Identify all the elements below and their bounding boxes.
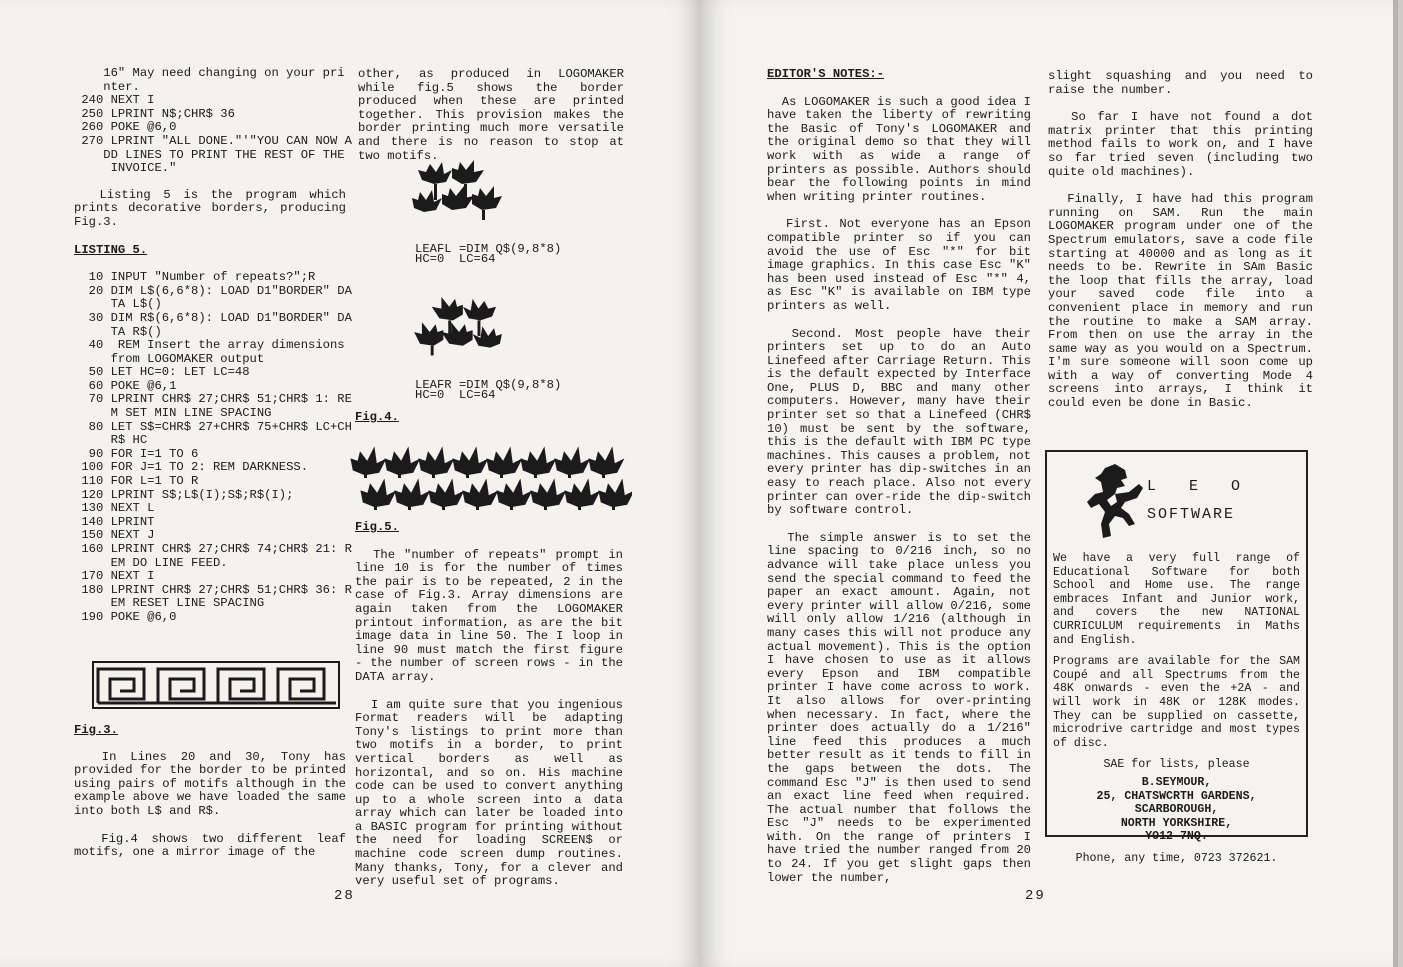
code-line: DD LINES TO PRINT THE REST OF THE xyxy=(74,147,345,162)
leaf-icon xyxy=(554,446,590,475)
ingenious-paragraph: I am quite sure that you ingenious Format readers will be adapting Tony's listings to print more than two motifs in a border, to print vertical borders as well as horizontal, and so on. His machine code can be used to convert anything up to a whole screen into a data array which can later be loaded into a BASIC program for printing without the need for loading SCREEN$ or machine code screen dump routines. Many thanks, Tony, for a clever and very useful set of programs. xyxy=(355,697,631,889)
leo-software-advert xyxy=(1045,450,1308,865)
leaf-icon xyxy=(428,478,464,507)
leaf-stem xyxy=(476,502,479,510)
col2-para-1: slight squashing and you need to raise the number. xyxy=(1048,69,1321,97)
leaf-icon xyxy=(598,478,632,507)
leaf-icon xyxy=(418,446,454,475)
advert-para-2: Programs are available for the SAM Coupé and all Spectrums from the 48K onwards - even the +2A - and will work in 48K or 128K modes. They can be supplied on cassette, microdrive cartridge and most types of disc. xyxy=(1053,655,1300,750)
advert-body xyxy=(1053,552,1300,865)
code-line: 30 DIM R$(6,6*8): LOAD D1"BORDER" DA xyxy=(74,310,352,325)
code-line: 20 DIM L$(6,6*8): LOAD D1"BORDER" DA xyxy=(74,283,352,298)
advert-sae: SAE for lists, please xyxy=(1103,758,1250,772)
leaf-icon xyxy=(564,478,600,507)
intro-paragraph: Listing 5 is the program which prints decorative borders, producing Fig.3. xyxy=(74,187,354,229)
leaf-stem xyxy=(578,502,581,510)
code-line: 16" May need changing on your pri xyxy=(74,66,345,80)
leaf-icon xyxy=(588,446,624,475)
fig5-caption: Fig.5. xyxy=(355,520,399,534)
editors-notes-heading: EDITOR'S NOTES:- xyxy=(767,67,885,81)
leaf-stem xyxy=(544,502,547,510)
leaf-icon xyxy=(360,478,396,507)
leaf-stem xyxy=(408,502,411,510)
address-line: B.SEYMOUR, xyxy=(1141,775,1212,789)
editors-para-2: First. Not everyone has an Epson compatible printer so if you can avoid the use of Esc "*" for bit image graphics. In this case Esc "K" has been used instead of Esc "*" 4, as Esc "K" is available on IBM type printers as well. xyxy=(767,217,1039,313)
left-column-2-bottom xyxy=(355,520,631,902)
leaf-stem xyxy=(612,502,615,510)
address-line: YO12 7NQ. xyxy=(1145,830,1208,844)
leaf-stem xyxy=(466,470,469,478)
fig4-caption: Fig.4. xyxy=(355,410,399,424)
code-line: EM RESET LINE SPACING xyxy=(74,596,265,611)
leafl-label-1: LEAFL =DIM Q$(9,8*8) xyxy=(415,242,562,256)
advert-subtitle: SOFTWARE xyxy=(1147,506,1236,523)
leaf-icon xyxy=(350,446,386,475)
listing-continuation xyxy=(74,66,352,176)
code-line: 240 NEXT I xyxy=(74,93,155,108)
leaf-stem xyxy=(510,502,513,510)
leafr-label-1: LEAFR =DIM Q$(9,8*8) xyxy=(415,378,562,392)
advert-address xyxy=(1053,776,1300,844)
editors-para-4: The simple answer is to set the line spacing to 0/216 inch, so no advance will take place unless you send the special command to feed the paper an exact amount. Again, not every printer will allow 0/216, some will only allow 1/216 (although in many cases this will not produce any actual movement). This is the option I have chosen to use as it allows every Epson and IBM compatible printer I have come across to work. It also allows for over-printing when necessary. In fact, where the printer does actually do a 1/216" line feed this produces a much better result as it tends to fill in the gaps between the dots. The command Esc "J" is then used to send an exact line feed when required. The actual number that follows the Esc "J" needs to be experimented with. On the range of printers I have tried the number ranged from 20 to 24. If you get slight gaps then lower the number, xyxy=(767,530,1039,885)
leafl-label-2: HC=0 LC=64 xyxy=(415,252,496,266)
code-line: 180 LPRINT CHR$ 27;CHR$ 51;CHR$ 36: R xyxy=(74,582,352,597)
code-line: 270 LPRINT "ALL DONE."'"YOU CAN NOW A xyxy=(74,133,352,148)
advert-para-1: We have a very full range of Educational Software for both School and Home use. The range embraces Infant and Junior work, and covers the new NATIONAL CURRICULUM requirements in Maths and English. xyxy=(1053,552,1300,647)
page-number-left: 28 xyxy=(334,888,355,904)
code-line: 130 NEXT L xyxy=(74,501,155,516)
leaf-icon xyxy=(486,446,522,475)
top-paragraph: other, as produced in LOGOMAKER while fig.5 shows the border produced when these are printed together. This provision makes the border printing much more versatile and there is no reason to stop at two motifs. xyxy=(358,67,632,163)
leaf-icon xyxy=(520,446,556,475)
leaf-stem xyxy=(602,470,605,478)
repeats-paragraph: The "number of repeats" prompt in line 10 is for the number of times the pair is to be repeated, 2 in the case of Fig.3. Array dimensions are again taken from the LOGOMAKER printout information, as are the bit image data in line 50. The I loop in line 90 must match the first figure - the number of screen rows - in the DATA array. xyxy=(355,547,631,684)
code-line: 120 LPRINT S$;L$(I);S$;R$(I); xyxy=(74,487,294,502)
leaf-icon xyxy=(394,478,430,507)
code-line: TA R$() xyxy=(74,324,162,339)
code-line: from LOGOMAKER output xyxy=(74,351,265,366)
advert-title: L E O xyxy=(1147,478,1253,495)
code-line: 170 NEXT I xyxy=(74,569,155,584)
code-line: 90 FOR I=1 TO 6 xyxy=(74,446,199,461)
code-line: 260 POKE @6,0 xyxy=(74,120,177,135)
col2-para-3: Finally, I have had this program running on SAM. Run the main LOGOMAKER program under one of the Spectrum emulators, save a code file starting at 40000 and as long as it needs to be. Rewrite in SAm Basic the loop that fills the array, load your saved code file into a convenient place in memory and run the routine to make a SAM array. From then on use the array in the same way as you would on a Spectrum. I'm sure someone will soon come up with a way of converting Mode 4 screens into arrays, I think it could even be done in Basic. xyxy=(1048,192,1321,411)
code-line: 250 LPRINT N$;CHR$ 36 xyxy=(74,106,235,121)
fig3-border-motif xyxy=(92,661,340,709)
right-column-1 xyxy=(767,67,1039,898)
code-line: 70 LPRINT CHR$ 27;CHR$ 51;CHR$ 1: RE xyxy=(74,392,352,407)
leaf-stem xyxy=(398,470,401,478)
right-column-2 xyxy=(1048,69,1321,424)
leaf-stem xyxy=(364,470,367,478)
code-line: 40 REM Insert the array dimensions xyxy=(74,338,345,353)
code-line: M SET MIN LINE SPACING xyxy=(74,406,272,421)
code-line: 60 POKE @6,1 xyxy=(74,378,177,393)
left-column-1 xyxy=(74,66,354,625)
page-number-right: 29 xyxy=(1025,888,1046,904)
code-line: 110 FOR L=1 TO R xyxy=(74,474,199,489)
left-page xyxy=(0,0,700,967)
code-line: EM DO LINE FEED. xyxy=(74,555,228,570)
leafr-motif xyxy=(412,295,504,373)
code-line: INVOICE." xyxy=(74,161,177,176)
leaf-stem xyxy=(534,470,537,478)
leaf-icon xyxy=(452,446,488,475)
leaf-icon xyxy=(462,478,498,507)
leaf-stem xyxy=(500,470,503,478)
fig4-caption-wrap xyxy=(355,411,399,438)
code-line: 190 POKE @6,0 xyxy=(74,609,177,624)
listing-title: LISTING 5. xyxy=(74,242,148,257)
address-line: SCARBOROUGH, xyxy=(1134,803,1219,817)
code-line: R$ HC xyxy=(74,433,148,448)
code-line: 80 LET S$=CHR$ 27+CHR$ 75+CHR$ LC+CH xyxy=(74,419,352,434)
leafl-motif xyxy=(412,158,502,238)
code-line: 140 LPRINT xyxy=(74,514,155,529)
leaf-stem xyxy=(442,502,445,510)
code-line: TA L$() xyxy=(74,297,162,312)
page-edge xyxy=(1393,0,1398,967)
address-line: 25, CHATSWCRTH GARDENS, xyxy=(1096,789,1257,803)
left-column-1-bottom xyxy=(74,723,354,873)
leaf-icon xyxy=(530,478,566,507)
leaf-stem xyxy=(568,470,571,478)
editors-para-3: Second. Most people have their printers set up to do an Auto Linefeed after Carriage Return. This is the default expected by Interface One, PLUS D, BBC and many other computers. However, many have their printer set so that a Linefeed (CHR$ 10) must be sent by the software, this is the default with IBM PC type machines. This causes a problem, not every printer has dip-switches in an easy to reach place. Also not every printer can over-ride the dip-switch by software control. xyxy=(767,326,1039,518)
listing-5 xyxy=(74,270,352,624)
fig3-caption: Fig.3. xyxy=(74,723,118,737)
leaf-icon xyxy=(384,446,420,475)
borders-paragraph: In Lines 20 and 30, Tony has provided for the border to be printed using pairs of motifs although in the example above we have loaded the same into both L$ and R$. xyxy=(74,749,354,818)
leaf-stem xyxy=(374,502,377,510)
col2-para-2: So far I have not found a dot matrix printer that this printing method fails to work on, and I have so far tried seven (including two quite old machines). xyxy=(1048,110,1321,179)
address-line: NORTH YORKSHIRE, xyxy=(1120,816,1233,830)
fig4-paragraph: Fig.4 shows two different leaf motifs, one a mirror image of the xyxy=(74,831,354,860)
code-line: 10 INPUT "Number of repeats?";R xyxy=(74,270,316,285)
code-line: nter. xyxy=(74,79,140,94)
code-line: 100 FOR J=1 TO 2: REM DARKNESS. xyxy=(74,460,309,475)
code-line: 150 NEXT J xyxy=(74,528,155,543)
leaf-icon xyxy=(496,478,532,507)
editors-para-1: As LOGOMAKER is such a good idea I have taken the liberty of rewriting the Basic of Tony's LOGOMAKER and the original demo so that they will work with as wide a range of printers as possible. Authors should bear the following points in mind when writing printer routines. xyxy=(767,94,1039,204)
advert-phone: Phone, any time, 0723 372621. xyxy=(1075,851,1278,865)
code-line: 160 LPRINT CHR$ 27;CHR$ 74;CHR$ 21: R xyxy=(74,542,352,556)
code-line: 50 LET HC=0: LET LC=48 xyxy=(74,365,250,380)
fig5-leaf-border xyxy=(348,438,632,510)
leafr-label-2: HC=0 LC=64 xyxy=(415,388,496,402)
lion-logo xyxy=(1085,464,1145,544)
leaf-stem xyxy=(432,470,435,478)
